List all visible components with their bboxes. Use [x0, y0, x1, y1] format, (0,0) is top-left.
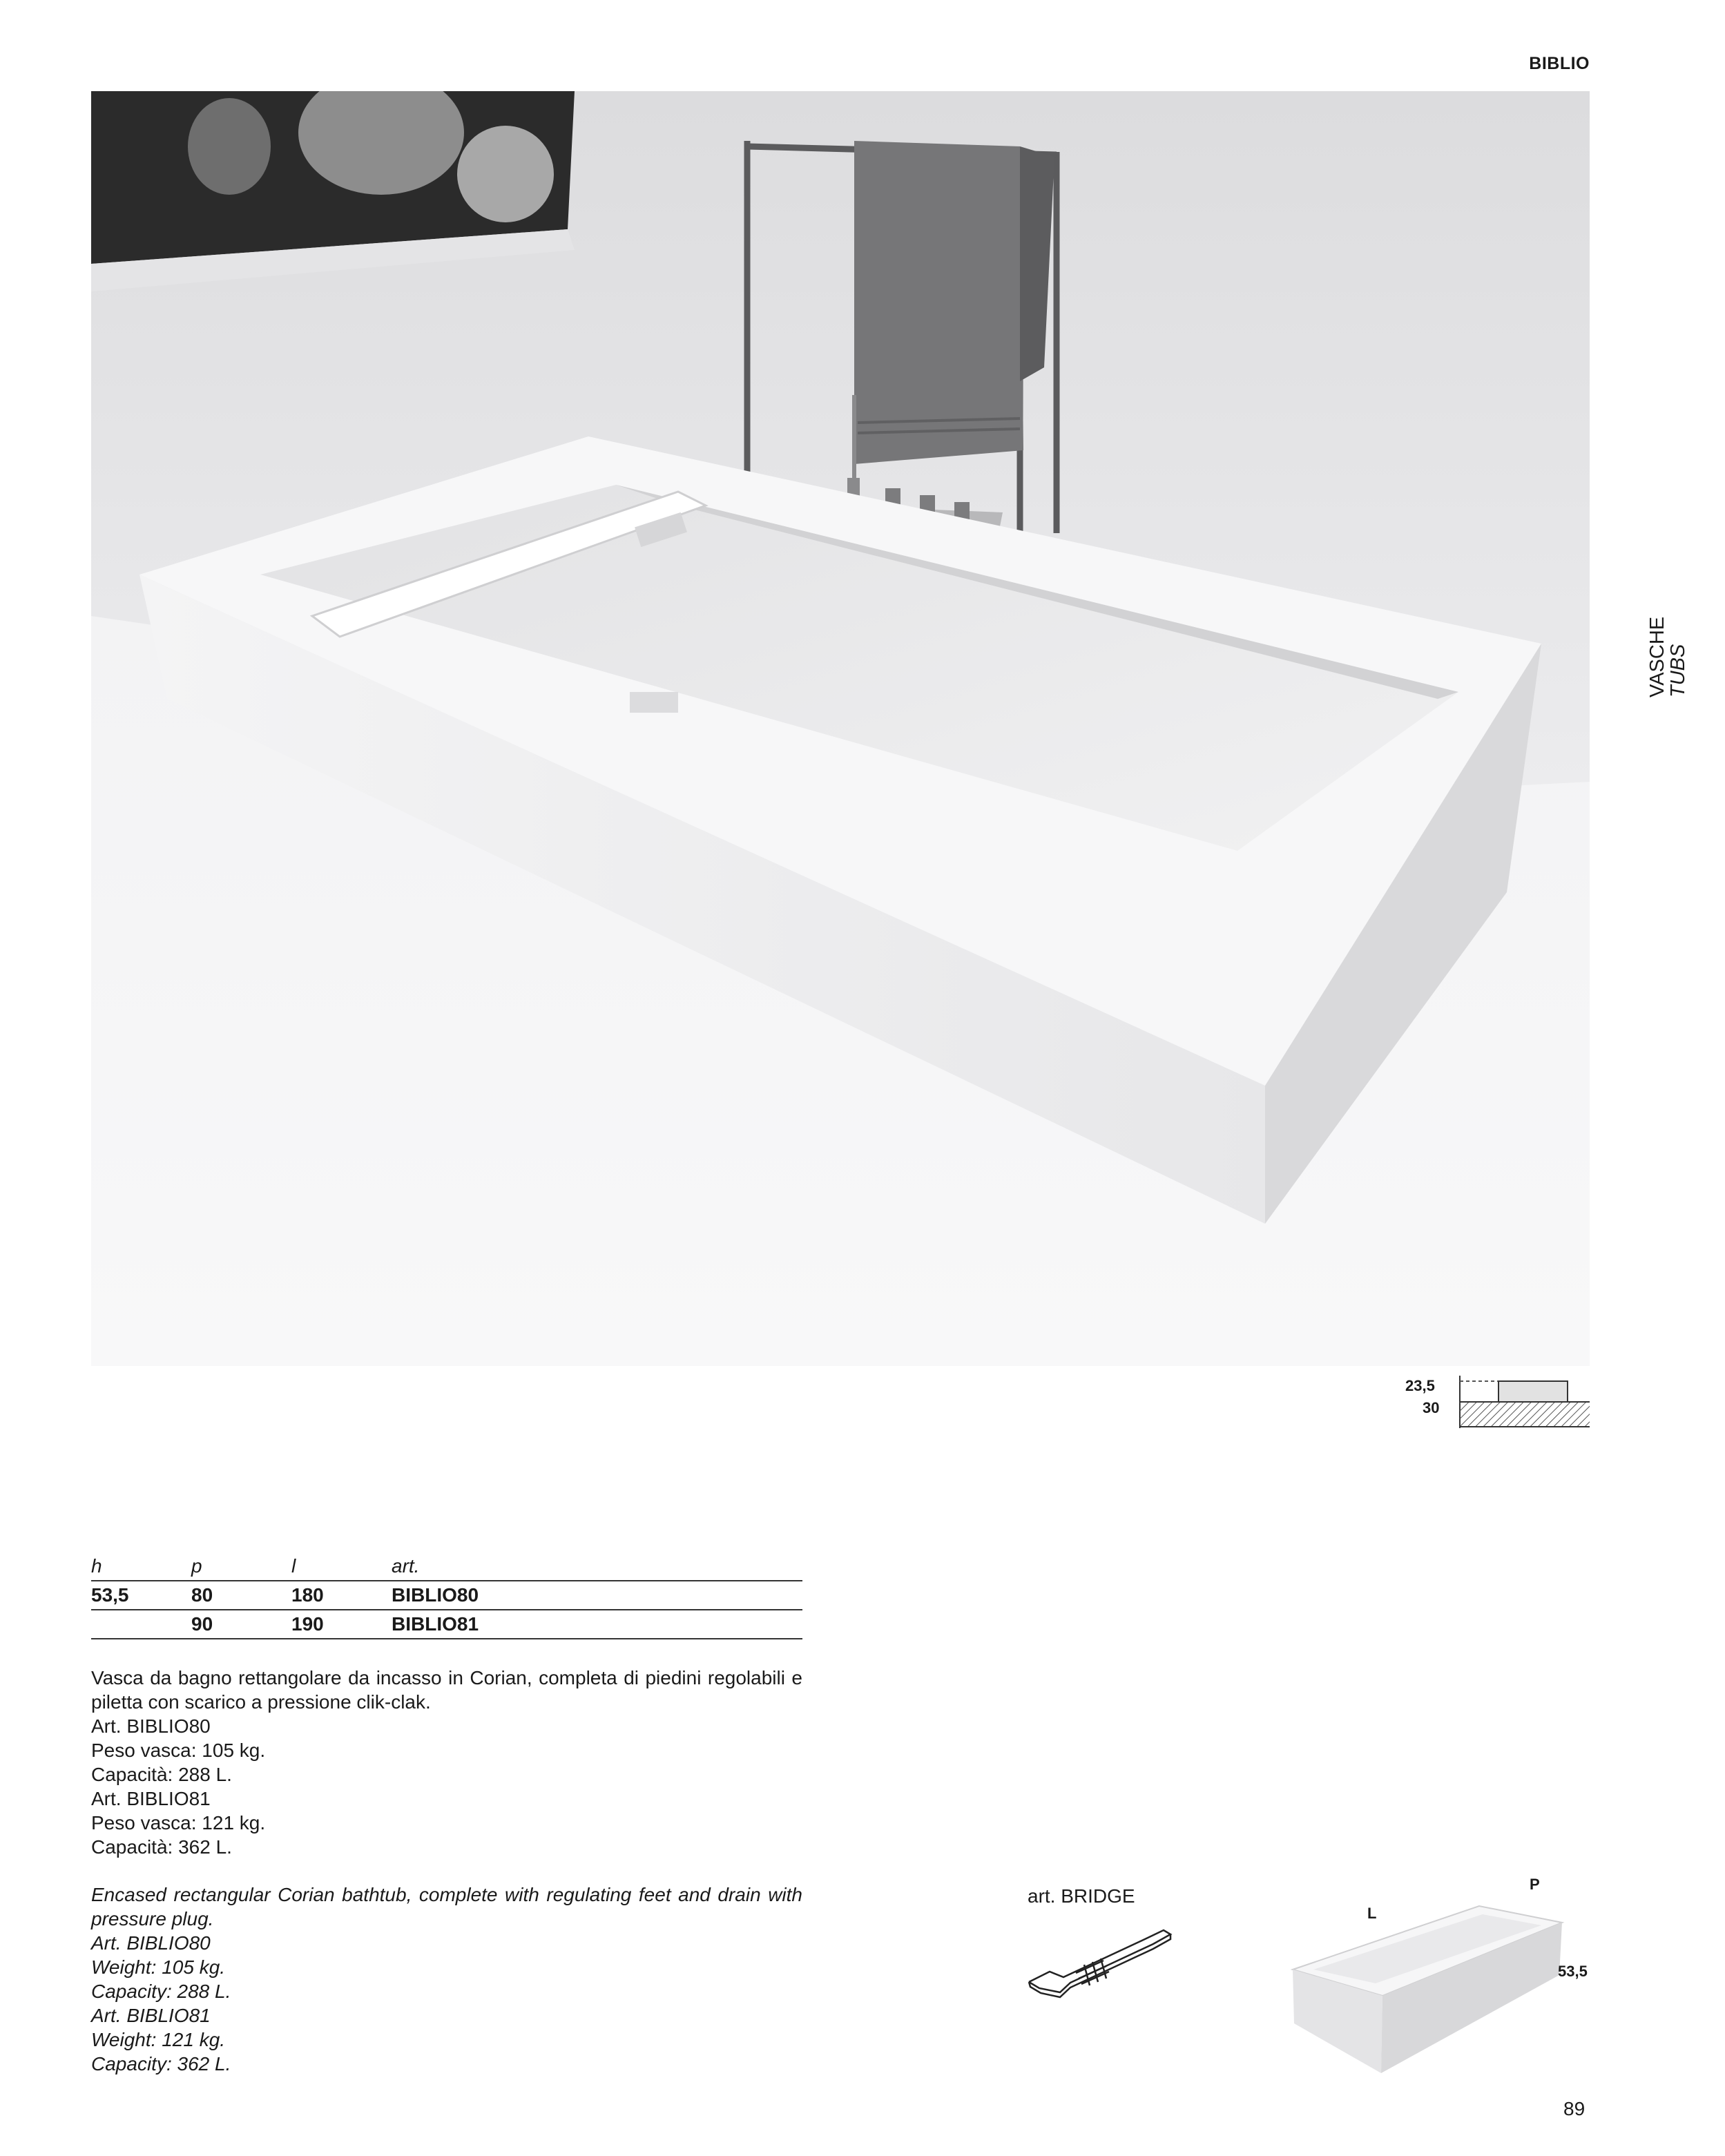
profile-label-top: 23,5	[1405, 1377, 1435, 1394]
description-line: Weight: 105 kg.	[91, 1956, 226, 1978]
description-line: Art. BIBLIO81	[91, 2005, 211, 2026]
table-cell: 190	[291, 1610, 392, 1639]
product-photo	[91, 91, 1590, 1366]
tub-line-drawing	[1286, 1878, 1576, 2086]
dimension-label-p: P	[1530, 1876, 1540, 1893]
section-title: BIBLIO	[1529, 54, 1590, 73]
description-line: Art. BIBLIO80	[91, 1715, 211, 1737]
col-header-art: art.	[392, 1555, 802, 1581]
bridge-line-drawing	[1022, 1916, 1181, 2006]
description-paragraph: Vasca da bagno rettangolare da incasso in Corian, completa di piedini regolabili e piletta con scarico a pressione clik-clak.	[91, 1667, 802, 1713]
table-cell: 80	[191, 1581, 291, 1610]
profile-label-bottom: 30	[1423, 1399, 1440, 1416]
dimension-label-l: L	[1367, 1905, 1377, 1922]
col-header-h: h	[91, 1555, 191, 1581]
description-line: Art. BIBLIO81	[91, 1788, 211, 1809]
description-line: Art. BIBLIO80	[91, 1932, 211, 1954]
table-cell: BIBLIO81	[392, 1610, 802, 1639]
description-italian	[91, 1666, 802, 1859]
table-row	[91, 1581, 802, 1610]
side-category-tab	[1647, 608, 1695, 697]
profile-section-drawing	[1457, 1374, 1590, 1431]
side-tab-primary: VASCHE	[1646, 616, 1668, 697]
towel	[854, 141, 1023, 464]
table-cell: 180	[291, 1581, 392, 1610]
side-tab-secondary: TUBS	[1667, 644, 1689, 697]
description-line: Weight: 121 kg.	[91, 2029, 226, 2050]
description-line: Capacità: 288 L.	[91, 1764, 232, 1785]
table-cell: 53,5	[91, 1581, 191, 1610]
col-header-l: l	[291, 1555, 392, 1581]
table-row	[91, 1610, 802, 1639]
description-line: Capacità: 362 L.	[91, 1836, 232, 1858]
dimension-label-h: 53,5	[1558, 1963, 1588, 1980]
spec-table	[91, 1555, 802, 1639]
table-cell: BIBLIO80	[392, 1581, 802, 1610]
page-number: 89	[1563, 2098, 1586, 2119]
bridge-label: art. BRIDGE	[1028, 1885, 1135, 1907]
description-line: Peso vasca: 121 kg.	[91, 1812, 266, 1833]
description-line: Peso vasca: 105 kg.	[91, 1740, 266, 1761]
description-line: Capacity: 362 L.	[91, 2053, 231, 2075]
table-cell	[91, 1610, 191, 1639]
table-cell: 90	[191, 1610, 291, 1639]
description-paragraph: Encased rectangular Corian bathtub, complete with regulating feet and drain with pressure plug.	[91, 1884, 802, 1929]
profile-diagram	[1402, 1374, 1590, 1431]
description-english	[91, 1883, 802, 2076]
description-line: Capacity: 288 L.	[91, 1981, 231, 2002]
col-header-p: p	[191, 1555, 291, 1581]
